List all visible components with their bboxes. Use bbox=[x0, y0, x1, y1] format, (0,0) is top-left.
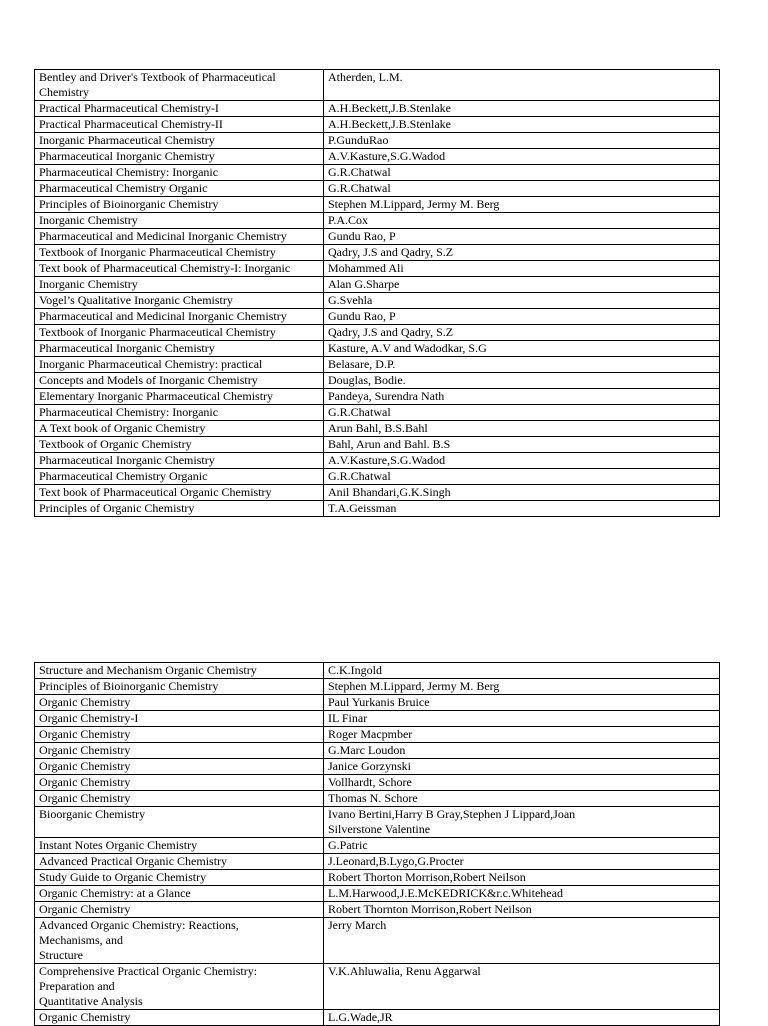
table-row bbox=[35, 341, 720, 357]
book-author-cell: A.V.Kasture,S.G.Wadod bbox=[324, 149, 720, 165]
book-title-cell: Pharmaceutical and Medicinal Inorganic Chemistry bbox=[35, 229, 324, 245]
book-author-cell: Gundu Rao, P bbox=[324, 309, 720, 325]
book-table-2 bbox=[34, 662, 720, 1026]
book-title-cell: Organic Chemistry-I bbox=[35, 711, 324, 727]
table-row bbox=[35, 261, 720, 277]
book-title-cell: Pharmaceutical and Medicinal Inorganic Chemistry bbox=[35, 309, 324, 325]
table-row bbox=[35, 165, 720, 181]
book-title-cell: Structure and Mechanism Organic Chemistry bbox=[35, 663, 324, 679]
book-title-cell: Organic Chemistry: at a Glance bbox=[35, 886, 324, 902]
book-title-cell: Bentley and Driver's Textbook of Pharmaceutical Chemistry bbox=[35, 70, 324, 101]
book-title-cell: Principles of Bioinorganic Chemistry bbox=[35, 679, 324, 695]
table-row bbox=[35, 421, 720, 437]
book-author-cell: Alan G.Sharpe bbox=[324, 277, 720, 293]
book-title-cell: A Text book of Organic Chemistry bbox=[35, 421, 324, 437]
book-title-cell: Pharmaceutical Inorganic Chemistry bbox=[35, 341, 324, 357]
book-author-cell: J.Leonard,B.Lygo,G.Procter bbox=[324, 854, 720, 870]
book-author-cell: IL Finar bbox=[324, 711, 720, 727]
book-author-cell: Kasture, A.V and Wadodkar, S.G bbox=[324, 341, 720, 357]
book-title-cell: Organic Chemistry bbox=[35, 743, 324, 759]
book-author-cell: Stephen M.Lippard, Jermy M. Berg bbox=[324, 679, 720, 695]
book-author-cell: Robert Thornton Morrison,Robert Neilson bbox=[324, 902, 720, 918]
book-author-cell: Vollhardt, Schore bbox=[324, 775, 720, 791]
table-row bbox=[35, 807, 720, 838]
table-row bbox=[35, 133, 720, 149]
book-author-cell: L.G.Wade,JR bbox=[324, 1010, 720, 1026]
book-title-cell: Text book of Pharmaceutical Chemistry-I: Inorganic bbox=[35, 261, 324, 277]
book-author-cell: Gundu Rao, P bbox=[324, 229, 720, 245]
table-row bbox=[35, 679, 720, 695]
table-row bbox=[35, 854, 720, 870]
table-row bbox=[35, 149, 720, 165]
book-title-cell: Text book of Pharmaceutical Organic Chemistry bbox=[35, 485, 324, 501]
table-row bbox=[35, 870, 720, 886]
book-author-cell: Paul Yurkanis Bruice bbox=[324, 695, 720, 711]
book-title-cell: Principles of Organic Chemistry bbox=[35, 501, 324, 517]
book-title-cell: Inorganic Chemistry bbox=[35, 213, 324, 229]
table-row bbox=[35, 485, 720, 501]
book-title-cell: Textbook of Inorganic Pharmaceutical Chemistry bbox=[35, 245, 324, 261]
book-title-cell: Inorganic Pharmaceutical Chemistry: practical bbox=[35, 357, 324, 373]
book-author-cell: T.A.Geissman bbox=[324, 501, 720, 517]
book-title-cell: Organic Chemistry bbox=[35, 791, 324, 807]
book-author-cell: G.R.Chatwal bbox=[324, 165, 720, 181]
book-author-cell: A.H.Beckett,J.B.Stenlake bbox=[324, 101, 720, 117]
book-author-cell: P.GunduRao bbox=[324, 133, 720, 149]
table-row bbox=[35, 743, 720, 759]
table-row bbox=[35, 838, 720, 854]
book-title-cell: Pharmaceutical Chemistry Organic bbox=[35, 469, 324, 485]
book-author-cell: G.Marc Loudon bbox=[324, 743, 720, 759]
book-title-cell: Bioorganic Chemistry bbox=[35, 807, 324, 838]
table-row bbox=[35, 775, 720, 791]
book-title-cell: Organic Chemistry bbox=[35, 775, 324, 791]
table-row bbox=[35, 759, 720, 775]
book-author-cell: L.M.Harwood,J.E.McKEDRICK&r.c.Whitehead bbox=[324, 886, 720, 902]
table-row bbox=[35, 501, 720, 517]
book-title-cell: Vogel’s Qualitative Inorganic Chemistry bbox=[35, 293, 324, 309]
table-row bbox=[35, 918, 720, 964]
book-title-cell: Pharmaceutical Chemistry: Inorganic bbox=[35, 405, 324, 421]
book-author-cell: A.V.Kasture,S.G.Wadod bbox=[324, 453, 720, 469]
book-author-cell: Stephen M.Lippard, Jermy M. Berg bbox=[324, 197, 720, 213]
table-row bbox=[35, 437, 720, 453]
book-title-cell: Pharmaceutical Chemistry Organic bbox=[35, 181, 324, 197]
book-table-1 bbox=[34, 69, 720, 517]
book-author-cell: Jerry March bbox=[324, 918, 720, 964]
table-row bbox=[35, 101, 720, 117]
book-author-cell: Anil Bhandari,G.K.Singh bbox=[324, 485, 720, 501]
table-row bbox=[35, 229, 720, 245]
table-row bbox=[35, 902, 720, 918]
table-row bbox=[35, 469, 720, 485]
book-author-cell: V.K.Ahluwalia, Renu Aggarwal bbox=[324, 964, 720, 1010]
book-author-cell: Robert Thorton Morrison,Robert Neilson bbox=[324, 870, 720, 886]
book-author-cell: Douglas, Bodie. bbox=[324, 373, 720, 389]
book-author-cell: Qadry, J.S and Qadry, S.Z bbox=[324, 325, 720, 341]
book-title-cell: Organic Chemistry bbox=[35, 695, 324, 711]
book-title-cell: Advanced Organic Chemistry: Reactions, Mechanisms, and Structure bbox=[35, 918, 324, 964]
book-author-cell: Roger Macpmber bbox=[324, 727, 720, 743]
book-author-cell: P.A.Cox bbox=[324, 213, 720, 229]
book-title-cell: Pharmaceutical Inorganic Chemistry bbox=[35, 149, 324, 165]
book-title-cell: Study Guide to Organic Chemistry bbox=[35, 870, 324, 886]
book-title-cell: Pharmaceutical Chemistry: Inorganic bbox=[35, 165, 324, 181]
table-row bbox=[35, 293, 720, 309]
table-row bbox=[35, 886, 720, 902]
book-title-cell: Organic Chemistry bbox=[35, 902, 324, 918]
table-row bbox=[35, 727, 720, 743]
book-title-cell: Advanced Practical Organic Chemistry bbox=[35, 854, 324, 870]
book-author-cell: Qadry, J.S and Qadry, S.Z bbox=[324, 245, 720, 261]
book-table-2-body bbox=[35, 663, 720, 1026]
book-author-cell: Janice Gorzynski bbox=[324, 759, 720, 775]
book-title-cell: Elementary Inorganic Pharmaceutical Chemistry bbox=[35, 389, 324, 405]
table-row bbox=[35, 245, 720, 261]
book-author-cell: A.H.Beckett,J.B.Stenlake bbox=[324, 117, 720, 133]
table-row bbox=[35, 325, 720, 341]
table-row bbox=[35, 1010, 720, 1026]
book-author-cell: G.R.Chatwal bbox=[324, 469, 720, 485]
book-title-cell: Textbook of Organic Chemistry bbox=[35, 437, 324, 453]
book-title-cell: Organic Chemistry bbox=[35, 759, 324, 775]
book-author-cell: G.Patric bbox=[324, 838, 720, 854]
book-author-cell: Mohammed Ali bbox=[324, 261, 720, 277]
book-author-cell: Ivano Bertini,Harry B Gray,Stephen J Lippard,Joan Silverstone Valentine bbox=[324, 807, 720, 838]
table-row bbox=[35, 181, 720, 197]
book-author-cell: Pandeya, Surendra Nath bbox=[324, 389, 720, 405]
book-author-cell: G.R.Chatwal bbox=[324, 181, 720, 197]
table-row bbox=[35, 663, 720, 679]
table-row bbox=[35, 964, 720, 1010]
book-author-cell: Bahl, Arun and Bahl. B.S bbox=[324, 437, 720, 453]
book-title-cell: Organic Chemistry bbox=[35, 1010, 324, 1026]
book-author-cell: Arun Bahl, B.S.Bahl bbox=[324, 421, 720, 437]
table-row bbox=[35, 791, 720, 807]
book-title-cell: Inorganic Pharmaceutical Chemistry bbox=[35, 133, 324, 149]
book-title-cell: Instant Notes Organic Chemistry bbox=[35, 838, 324, 854]
table-row bbox=[35, 277, 720, 293]
book-title-cell: Pharmaceutical Inorganic Chemistry bbox=[35, 453, 324, 469]
book-title-cell: Comprehensive Practical Organic Chemistry: Preparation and Quantitative Analysis bbox=[35, 964, 324, 1010]
book-author-cell: Thomas N. Schore bbox=[324, 791, 720, 807]
book-author-cell: Atherden, L.M. bbox=[324, 70, 720, 101]
table-row bbox=[35, 711, 720, 727]
book-title-cell: Organic Chemistry bbox=[35, 727, 324, 743]
table-row bbox=[35, 70, 720, 101]
book-title-cell: Practical Pharmaceutical Chemistry-II bbox=[35, 117, 324, 133]
book-title-cell: Inorganic Chemistry bbox=[35, 277, 324, 293]
book-author-cell: C.K.Ingold bbox=[324, 663, 720, 679]
book-title-cell: Textbook of Inorganic Pharmaceutical Chemistry bbox=[35, 325, 324, 341]
book-title-cell: Principles of Bioinorganic Chemistry bbox=[35, 197, 324, 213]
table-row bbox=[35, 405, 720, 421]
table-row bbox=[35, 389, 720, 405]
book-table-1-body bbox=[35, 70, 720, 517]
table-row bbox=[35, 117, 720, 133]
table-row bbox=[35, 453, 720, 469]
table-row bbox=[35, 213, 720, 229]
table-row bbox=[35, 197, 720, 213]
book-title-cell: Practical Pharmaceutical Chemistry-I bbox=[35, 101, 324, 117]
table-row bbox=[35, 695, 720, 711]
book-author-cell: G.Svehla bbox=[324, 293, 720, 309]
book-title-cell: Concepts and Models of Inorganic Chemistry bbox=[35, 373, 324, 389]
table-row bbox=[35, 309, 720, 325]
table-row bbox=[35, 373, 720, 389]
book-author-cell: G.R.Chatwal bbox=[324, 405, 720, 421]
book-author-cell: Belasare, D.P. bbox=[324, 357, 720, 373]
table-row bbox=[35, 357, 720, 373]
